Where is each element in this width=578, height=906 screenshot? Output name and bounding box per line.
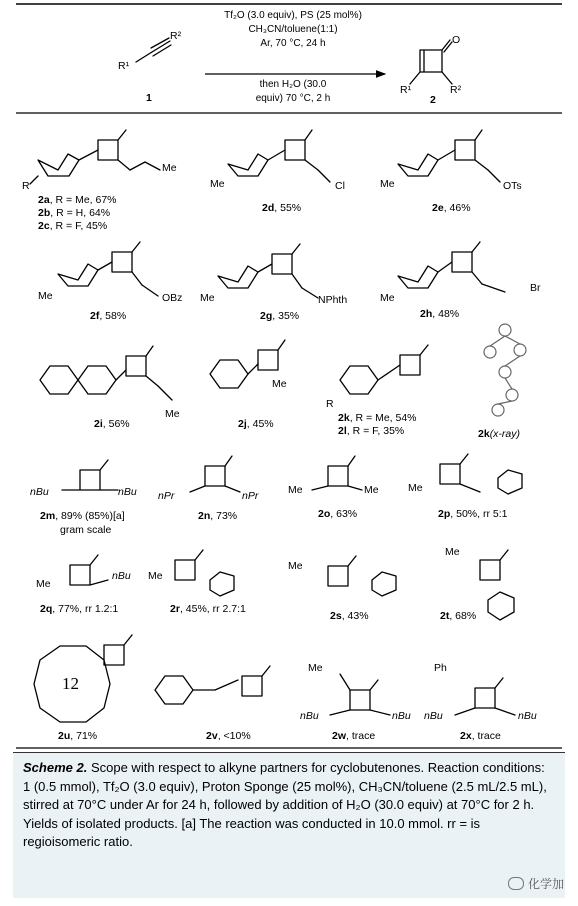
sub-me-2r: Me	[148, 570, 163, 582]
xray-structure	[484, 324, 526, 416]
structure-2m	[62, 460, 118, 490]
structure-2x	[455, 678, 515, 715]
label-2k-xray: 2k(x-ray)	[478, 428, 521, 440]
label-2x: 2x, trace	[460, 730, 501, 742]
structure-2p	[440, 454, 522, 494]
alkyne-structure	[136, 38, 171, 62]
label-2c: 2c, R = F, 45%	[38, 220, 108, 232]
structure-2r	[175, 550, 234, 596]
sub-me-2j: Me	[272, 378, 287, 390]
r2-label: R²	[170, 30, 182, 42]
condition-1: Tf₂O (3.0 equiv), PS (25 mol%)	[224, 10, 362, 21]
sub-nbu-2w-left: nBu	[300, 710, 319, 722]
structure-2h	[398, 242, 505, 292]
watermark-text: 化学加	[527, 877, 564, 891]
structure-2o	[312, 456, 362, 490]
label-2v: 2v, <10%	[206, 730, 251, 742]
structure-2d	[228, 130, 330, 182]
sub-ph-2x: Ph	[434, 662, 447, 674]
structure-2k	[340, 345, 428, 394]
sub-me-2t: Me	[445, 546, 460, 558]
label-2w: 2w, trace	[332, 730, 376, 742]
structure-2n	[190, 456, 240, 492]
label-2u: 2u, 71%	[58, 730, 98, 742]
condition-2: CH₃CN/toluene(1:1)	[248, 24, 338, 35]
sub-obz-2f: OBz	[162, 292, 183, 304]
label-2n: 2n, 73%	[198, 510, 238, 522]
structure-2g	[218, 244, 318, 298]
r1-label: R¹	[118, 60, 130, 72]
sub-br-2h: Br	[530, 282, 541, 294]
sub-nbu-2w-right: nBu	[392, 710, 411, 722]
sub-me-2s: Me	[288, 560, 303, 572]
caption-title: Scheme 2.	[23, 760, 88, 775]
label-2d: 2d, 55%	[262, 202, 302, 214]
product-r2: R²	[450, 84, 462, 96]
label-2h: 2h, 48%	[420, 308, 460, 320]
gram-scale-label: gram scale	[60, 524, 112, 536]
label-2k: 2k, R = Me, 54%	[338, 412, 417, 424]
label-2m: 2m, 89% (85%)[a]	[40, 510, 125, 522]
label-2e: 2e, 46%	[432, 202, 471, 214]
sub-r-2k: R	[326, 398, 334, 410]
structure-2v	[155, 666, 270, 704]
structure-2s	[328, 556, 396, 596]
label-2o: 2o, 63%	[318, 508, 358, 520]
sub-me-2o-right: Me	[364, 484, 379, 496]
label-2q: 2q, 77%, rr 1.2:1	[40, 603, 119, 615]
sub-me-2e: Me	[380, 178, 395, 190]
sub-npr-2n-right: nPr	[242, 490, 259, 502]
label-2l: 2l, R = F, 35%	[338, 425, 405, 437]
structure-2a	[30, 130, 160, 184]
sub-r-2a: R	[22, 180, 30, 192]
sub-cl-2d: Cl	[335, 180, 345, 192]
structure-2t	[480, 550, 514, 620]
product-number: 2	[430, 94, 436, 106]
structure-2f	[58, 242, 158, 296]
reactant-number: 1	[146, 92, 152, 104]
structure-2u	[34, 635, 132, 722]
product-o: O	[452, 34, 461, 46]
sub-me-2i: Me	[165, 408, 180, 420]
label-2b: 2b, R = H, 64%	[38, 207, 111, 219]
sub-nbu-2q: nBu	[112, 570, 131, 582]
sub-me-2f: Me	[38, 290, 53, 302]
condition-5: equiv) 70 °C, 2 h	[255, 93, 331, 104]
condition-4: then H₂O (30.0	[259, 79, 327, 90]
scheme-caption	[13, 752, 565, 898]
sub-nbu-2x-left: nBu	[424, 710, 443, 722]
sub-nbu-2m-right: nBu	[118, 486, 137, 498]
sub-ots-2e: OTs	[503, 180, 522, 192]
label-2f: 2f, 58%	[90, 310, 127, 322]
structure-2q	[70, 555, 108, 585]
label-2a: 2a, R = Me, 67%	[38, 194, 117, 206]
structure-2e	[398, 130, 500, 182]
wechat-icon	[508, 877, 524, 890]
label-2p: 2p, 50%, rr 5:1	[438, 508, 508, 520]
watermark	[508, 875, 564, 892]
sub-nbu-2m-left: nBu	[30, 486, 49, 498]
sub-me-2h: Me	[380, 292, 395, 304]
label-2r: 2r, 45%, rr 2.7:1	[170, 603, 246, 615]
sub-nbu-2x-right: nBu	[518, 710, 537, 722]
caption-body: Scope with respect to alkyne partners for cyclobutenones. Reaction conditions: 1 (0.5 mmol), Tf₂O (3.0 equiv), Proton Sponge (25 mol%), CH₃CN/toluene (2.5 mL/2.5 mL), stirred at 70°C under Ar for 24 h, followed by addition of H₂O (30.0 equiv) at 70°C for 2 h. Yields of isolated products. [a] The reaction was conducted in 10.0 mmol. rr = is regioisomeric ratio.	[23, 760, 547, 849]
product-r1: R¹	[400, 84, 412, 96]
sub-me-2g: Me	[200, 292, 215, 304]
sub-npr-2n-left: nPr	[158, 490, 175, 502]
label-2s: 2s, 43%	[330, 610, 369, 622]
label-2i: 2i, 56%	[94, 418, 130, 430]
sub-me-2d: Me	[210, 178, 225, 190]
product-cyclobutenone	[410, 40, 452, 84]
structure-2i	[40, 346, 172, 400]
sub-nphth-2g: NPhth	[318, 294, 348, 306]
sub-me-2w: Me	[308, 662, 323, 674]
sub-me-2q: Me	[36, 578, 51, 590]
ring-size-label: 12	[62, 674, 79, 693]
sub-me-2o-left: Me	[288, 484, 303, 496]
sub-me-2a: Me	[162, 162, 177, 174]
label-2g: 2g, 35%	[260, 310, 300, 322]
condition-3: Ar, 70 °C, 24 h	[260, 38, 326, 49]
label-2j: 2j, 45%	[238, 418, 274, 430]
sub-me-2p: Me	[408, 482, 423, 494]
structure-2w	[330, 674, 390, 715]
label-2t: 2t, 68%	[440, 610, 477, 622]
